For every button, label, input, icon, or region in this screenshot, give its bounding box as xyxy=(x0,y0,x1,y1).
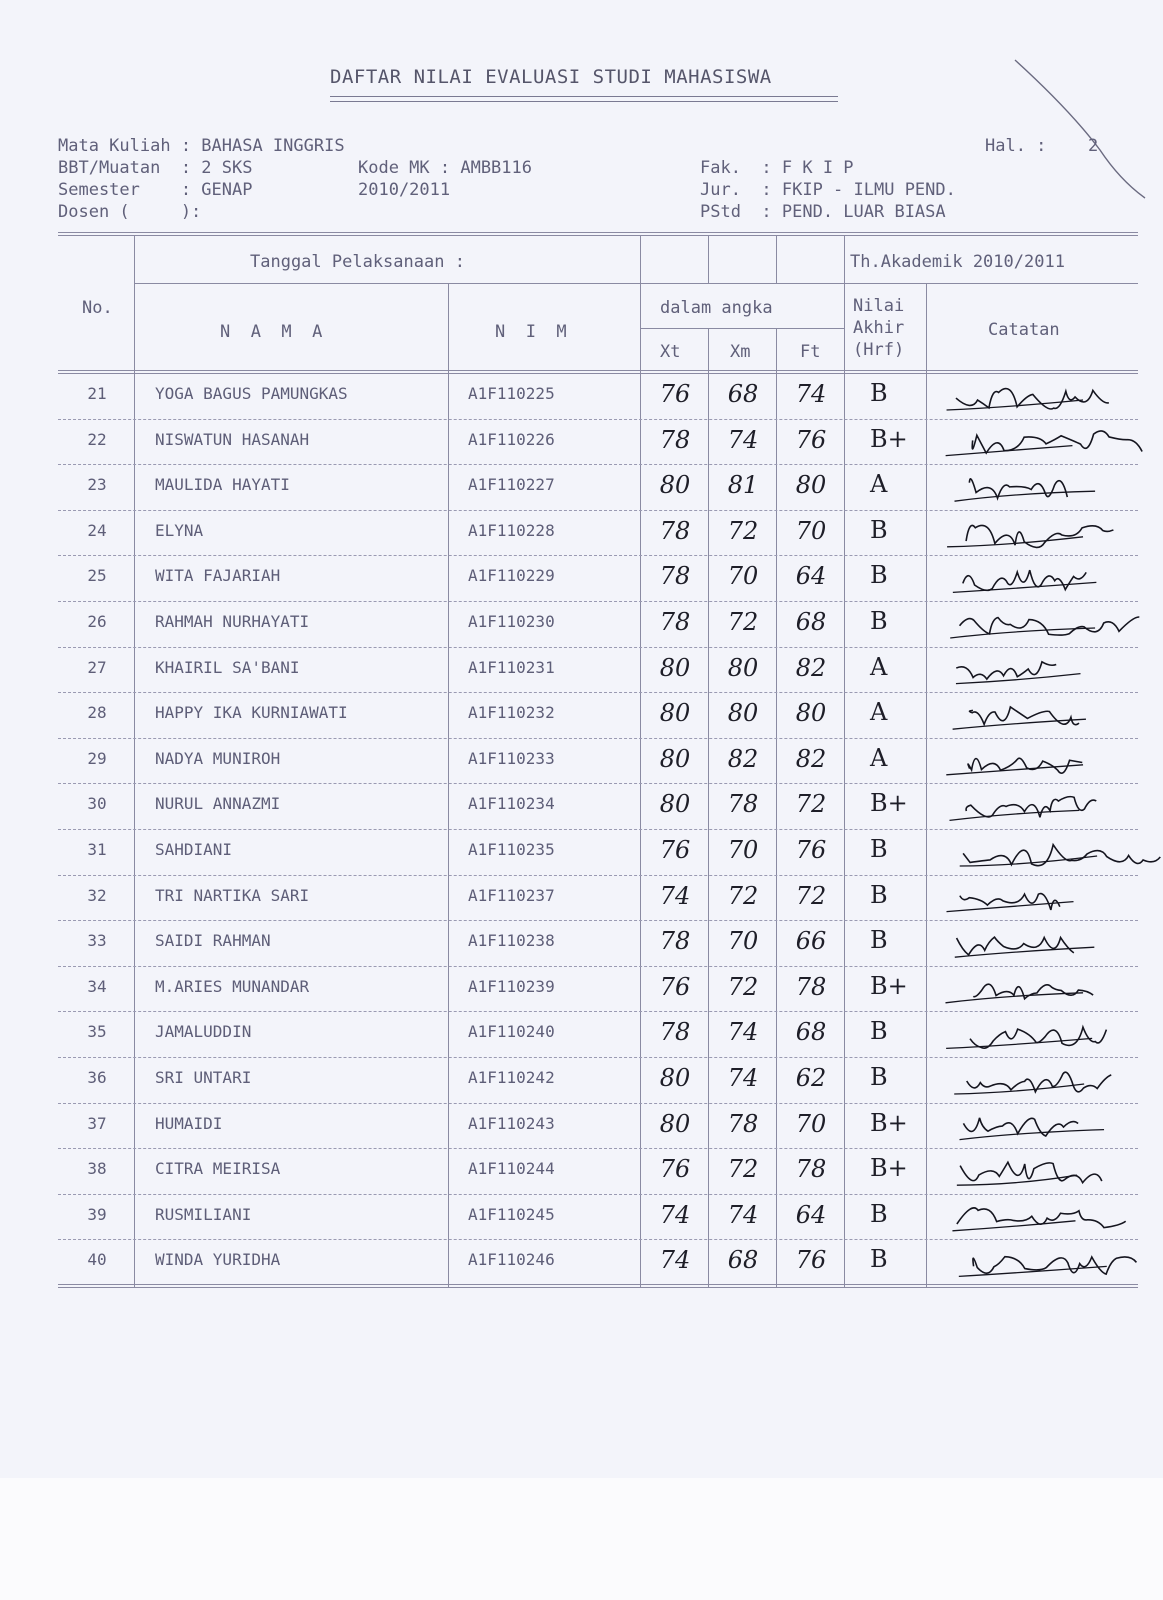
row-nama: NISWATUN HASANAH xyxy=(155,429,310,449)
col-line-top-b xyxy=(776,236,777,284)
row-nim: A1F110227 xyxy=(468,475,555,495)
tahun-akademik: Th.Akademik 2010/2011 xyxy=(850,252,1065,272)
signature-33 xyxy=(957,937,1074,955)
signature-34 xyxy=(973,984,1093,999)
row-nim: A1F110239 xyxy=(468,976,555,996)
row-ft: 68 xyxy=(795,1018,827,1047)
row-grade: A xyxy=(870,743,888,772)
tanggal-pelaksanaan: Tanggal Pelaksanaan : xyxy=(250,252,465,272)
signature-21 xyxy=(956,389,1109,409)
col-line-no xyxy=(134,236,135,1288)
row-divider xyxy=(58,1148,1138,1149)
signature-underline xyxy=(960,856,1097,866)
row-xm: 70 xyxy=(727,836,759,864)
row-grade: A xyxy=(870,470,888,499)
document-title: DAFTAR NILAI EVALUASI STUDI MAHASISWA xyxy=(330,66,772,88)
mata-kuliah: Mata Kuliah : BAHASA INGGRIS xyxy=(58,136,345,156)
row-ft: 78 xyxy=(795,1155,827,1184)
col-header-hrf: (Hrf) xyxy=(853,340,905,360)
row-nim: A1F110237 xyxy=(468,885,555,905)
row-xm: 68 xyxy=(727,1246,759,1275)
row-nim: A1F110232 xyxy=(468,703,555,723)
row-grade: A xyxy=(870,698,888,727)
signature-underline xyxy=(946,1038,1092,1048)
row-nim: A1F110240 xyxy=(468,1022,555,1042)
row-grade: A xyxy=(870,652,888,681)
row-nim: A1F110233 xyxy=(468,748,555,768)
signature-underline xyxy=(946,765,1083,775)
row-divider xyxy=(58,1103,1138,1104)
row-grade: B+ xyxy=(870,971,908,1000)
row-grade: B xyxy=(870,835,888,863)
signature-underline xyxy=(957,1175,1077,1185)
row-xt: 76 xyxy=(659,1155,691,1184)
signature-27 xyxy=(956,662,1056,679)
row-xt: 78 xyxy=(659,425,691,454)
row-xt: 76 xyxy=(659,972,691,1001)
row-xm: 80 xyxy=(727,699,759,728)
row-nama: YOGA BAGUS PAMUNGKAS xyxy=(155,384,348,403)
signature-25 xyxy=(963,570,1086,590)
row-ft: 66 xyxy=(795,927,827,956)
hal-label: Hal. : xyxy=(985,136,1047,156)
signature-40 xyxy=(973,1257,1136,1274)
row-nim: A1F110225 xyxy=(468,384,555,403)
row-ft: 70 xyxy=(795,1109,827,1138)
row-nim: A1F110242 xyxy=(468,1068,555,1087)
row-no: 38 xyxy=(87,1159,107,1179)
signature-underline xyxy=(959,1266,1107,1276)
signature-26 xyxy=(960,617,1140,635)
row-xt: 80 xyxy=(659,1064,691,1092)
row-xt: 80 xyxy=(659,790,691,819)
row-nama: HAPPY IKA KURNIAWATI xyxy=(155,703,348,723)
row-no: 30 xyxy=(87,794,107,814)
row-no: 27 xyxy=(87,657,107,677)
row-divider xyxy=(58,555,1138,556)
row-ft: 80 xyxy=(795,699,827,728)
col-line-top-a xyxy=(708,236,709,284)
row-divider xyxy=(58,1194,1138,1195)
row-nama: HUMAIDI xyxy=(155,1113,223,1133)
row-nama: JAMALUDDIN xyxy=(155,1022,252,1042)
row-nama: NURUL ANNAZMI xyxy=(155,794,281,814)
row-grade: B xyxy=(870,1245,888,1274)
row-no: 21 xyxy=(87,384,107,403)
table-top-rule xyxy=(58,232,1138,236)
row-no: 34 xyxy=(87,976,107,996)
row-grade: B xyxy=(870,880,888,909)
row-ft: 82 xyxy=(795,744,827,773)
row-nama: SAIDI RAHMAN xyxy=(155,931,271,951)
row-xt: 78 xyxy=(659,927,691,956)
row-nim: A1F110244 xyxy=(468,1159,555,1179)
row-nama: SAHDIANI xyxy=(155,840,233,859)
row-nim: A1F110238 xyxy=(468,931,555,951)
row-xt: 80 xyxy=(659,1109,691,1138)
row-xm: 72 xyxy=(727,1155,759,1184)
row-no: 29 xyxy=(87,748,107,768)
signature-underline xyxy=(950,628,1095,638)
row-xm: 72 xyxy=(727,881,759,910)
row-xm: 72 xyxy=(727,972,759,1001)
row-grade: B xyxy=(870,379,888,407)
row-xt: 74 xyxy=(659,1200,691,1229)
signature-30 xyxy=(966,797,1096,818)
col-line-xt xyxy=(708,329,709,1288)
row-nama: TRI NARTIKA SARI xyxy=(155,885,310,905)
signature-underline xyxy=(947,400,1084,410)
row-ft: 64 xyxy=(795,1200,827,1229)
tahun: 2010/2011 xyxy=(358,180,451,200)
row-nim: A1F110228 xyxy=(468,520,555,540)
col-header-nim: N I M xyxy=(495,322,567,342)
row-grade: B xyxy=(870,515,888,544)
row-no: 33 xyxy=(87,931,107,951)
row-no: 28 xyxy=(87,703,107,723)
row-grade: B+ xyxy=(870,1108,908,1137)
row-no: 25 xyxy=(87,566,107,586)
row-xt: 74 xyxy=(659,1246,691,1275)
row-divider xyxy=(58,829,1138,830)
signature-underline xyxy=(952,1221,1075,1231)
row-nim: A1F110243 xyxy=(468,1113,555,1133)
row-ft: 64 xyxy=(795,562,827,591)
row-nim: A1F110231 xyxy=(468,657,555,677)
signature-underline xyxy=(955,491,1096,501)
row-no: 36 xyxy=(87,1068,107,1087)
row-xm: 74 xyxy=(727,1064,759,1092)
signature-32 xyxy=(960,894,1060,910)
row-nama: SRI UNTARI xyxy=(155,1068,252,1087)
row-xm: 74 xyxy=(727,425,759,454)
row-nama: CITRA MEIRISA xyxy=(155,1159,281,1179)
row-no: 23 xyxy=(87,475,107,495)
row-divider xyxy=(58,601,1138,602)
signature-24 xyxy=(966,525,1113,547)
row-divider xyxy=(58,1057,1138,1058)
col-line-ft xyxy=(844,236,845,1288)
row-nim: A1F110226 xyxy=(468,429,555,449)
col-header-dalam-angka: dalam angka xyxy=(660,298,773,318)
signature-underline xyxy=(953,719,1086,729)
row-xt: 78 xyxy=(659,608,691,636)
row-xm: 78 xyxy=(727,1109,759,1138)
hal-value: 2 xyxy=(1088,136,1099,156)
row-no: 39 xyxy=(87,1204,107,1224)
row-nim: A1F110229 xyxy=(468,566,555,586)
signature-underline xyxy=(949,810,1079,820)
row-no: 40 xyxy=(87,1250,107,1270)
title-underline xyxy=(330,96,838,102)
row-grade: B+ xyxy=(870,424,908,453)
jurusan: Jur. : FKIP - ILMU PEND. xyxy=(700,180,956,200)
row-xm: 81 xyxy=(727,471,759,500)
col-line-nama xyxy=(448,284,449,1288)
row-grade: B xyxy=(870,926,888,955)
row-xm: 70 xyxy=(727,927,759,956)
row-xt: 76 xyxy=(659,836,691,864)
row-grade: B xyxy=(870,561,888,590)
row-ft: 82 xyxy=(795,653,827,682)
header-rule-2 xyxy=(640,328,844,329)
col-line-nim xyxy=(640,236,641,1288)
row-nim: A1F110245 xyxy=(468,1204,555,1224)
signature-22 xyxy=(972,431,1142,453)
row-ft: 80 xyxy=(795,471,827,500)
col-header-nilai: Nilai xyxy=(853,296,905,316)
semester: Semester : GENAP xyxy=(58,180,253,200)
row-grade: B xyxy=(870,607,888,635)
row-ft: 76 xyxy=(795,1246,827,1275)
row-nama: KHAIRIL SA'BANI xyxy=(155,657,300,677)
row-xm: 82 xyxy=(727,744,759,773)
row-nama: ELYNA xyxy=(155,520,204,540)
row-nim: A1F110235 xyxy=(468,840,555,859)
row-xt: 78 xyxy=(659,562,691,591)
signature-underline xyxy=(953,582,1097,592)
paper-edge xyxy=(0,1478,1163,1600)
row-no: 24 xyxy=(87,520,107,540)
signature-underline xyxy=(945,993,1083,1003)
row-ft: 62 xyxy=(795,1064,827,1092)
row-no: 32 xyxy=(87,885,107,905)
row-divider xyxy=(58,510,1138,511)
col-line-xm xyxy=(776,329,777,1288)
col-header-no: No. xyxy=(82,298,113,318)
row-xt: 78 xyxy=(659,516,691,545)
signature-39 xyxy=(957,1208,1126,1228)
row-ft: 78 xyxy=(795,972,827,1001)
col-header-catatan: Catatan xyxy=(988,320,1060,340)
signature-35 xyxy=(970,1027,1106,1048)
row-no: 37 xyxy=(87,1113,107,1133)
row-xm: 68 xyxy=(727,380,759,408)
row-grade: B xyxy=(870,1199,888,1228)
table-bottom-rule xyxy=(58,1284,1138,1288)
row-xm: 78 xyxy=(727,790,759,819)
signature-28 xyxy=(969,707,1079,725)
row-ft: 74 xyxy=(795,380,827,408)
row-divider xyxy=(58,875,1138,876)
dosen: Dosen ( ): xyxy=(58,202,202,222)
row-xt: 80 xyxy=(659,653,691,682)
signature-29 xyxy=(968,758,1082,773)
row-nama: WINDA YURIDHA xyxy=(155,1250,281,1270)
row-nama: MAULIDA HAYATI xyxy=(155,475,290,495)
kode-mk: Kode MK : AMBB116 xyxy=(358,158,532,178)
row-nim: A1F110230 xyxy=(468,612,555,631)
row-xm: 72 xyxy=(727,608,759,636)
row-xm: 74 xyxy=(727,1018,759,1047)
row-grade: B xyxy=(870,1063,888,1091)
row-divider xyxy=(58,920,1138,921)
row-xt: 80 xyxy=(659,471,691,500)
row-xm: 70 xyxy=(727,562,759,591)
row-no: 22 xyxy=(87,429,107,449)
row-nama: RUSMILIANI xyxy=(155,1204,252,1224)
row-divider xyxy=(58,464,1138,465)
col-header-akhir: Akhir xyxy=(853,318,905,338)
row-xt: 74 xyxy=(659,881,691,910)
row-nama: WITA FAJARIAH xyxy=(155,566,281,586)
signature-37 xyxy=(963,1118,1078,1136)
row-divider xyxy=(58,783,1138,784)
signature-underline xyxy=(947,537,1083,547)
row-divider xyxy=(58,738,1138,739)
row-divider xyxy=(58,1239,1138,1240)
col-header-ft: Ft xyxy=(800,342,821,362)
signature-underline xyxy=(954,1084,1084,1094)
program-studi: PStd : PEND. LUAR BIASA xyxy=(700,202,946,222)
header-bottom-rule xyxy=(58,370,1138,374)
row-no: 31 xyxy=(87,840,107,859)
col-header-xm: Xm xyxy=(730,342,751,362)
row-xt: 80 xyxy=(659,744,691,773)
row-xm: 74 xyxy=(727,1200,759,1229)
row-ft: 72 xyxy=(795,790,827,819)
signature-underline xyxy=(946,446,1073,456)
row-divider xyxy=(58,966,1138,967)
row-nama: M.ARIES MUNANDAR xyxy=(155,976,310,996)
row-divider xyxy=(58,692,1138,693)
row-ft: 76 xyxy=(795,425,827,454)
row-nim: A1F110246 xyxy=(468,1250,555,1270)
row-ft: 68 xyxy=(795,608,827,636)
col-line-nilai xyxy=(926,284,927,1288)
row-divider xyxy=(58,1011,1138,1012)
row-ft: 72 xyxy=(795,881,827,910)
signature-36 xyxy=(967,1072,1112,1092)
col-header-xt: Xt xyxy=(660,342,681,362)
row-no: 35 xyxy=(87,1022,107,1042)
signature-underline xyxy=(947,902,1074,912)
paper-fold-mark xyxy=(1010,40,1150,200)
signature-underline xyxy=(955,947,1095,957)
row-grade: B+ xyxy=(870,1154,908,1183)
row-ft: 76 xyxy=(795,836,827,864)
signature-underline xyxy=(956,674,1081,684)
row-divider xyxy=(58,419,1138,420)
signature-underline xyxy=(960,1130,1105,1140)
row-xm: 72 xyxy=(727,516,759,545)
signature-23 xyxy=(969,479,1067,498)
row-xt: 76 xyxy=(659,380,691,408)
row-nim: A1F110234 xyxy=(468,794,555,814)
row-divider xyxy=(58,647,1138,648)
row-grade: B xyxy=(870,1017,888,1046)
header-rule-1 xyxy=(134,283,1138,284)
row-no: 26 xyxy=(87,612,107,631)
row-xt: 78 xyxy=(659,1018,691,1047)
signature-31 xyxy=(963,845,1160,866)
row-grade: B+ xyxy=(870,789,908,818)
col-header-nama: N A M A xyxy=(220,322,323,342)
row-xt: 80 xyxy=(659,699,691,728)
row-nama: RAHMAH NURHAYATI xyxy=(155,612,310,631)
signature-38 xyxy=(960,1162,1102,1182)
bbt-muatan: BBT/Muatan : 2 SKS xyxy=(58,158,253,178)
row-xm: 80 xyxy=(727,653,759,682)
row-nama: NADYA MUNIROH xyxy=(155,748,281,768)
row-ft: 70 xyxy=(795,516,827,545)
fakultas: Fak. : F K I P xyxy=(700,158,854,178)
